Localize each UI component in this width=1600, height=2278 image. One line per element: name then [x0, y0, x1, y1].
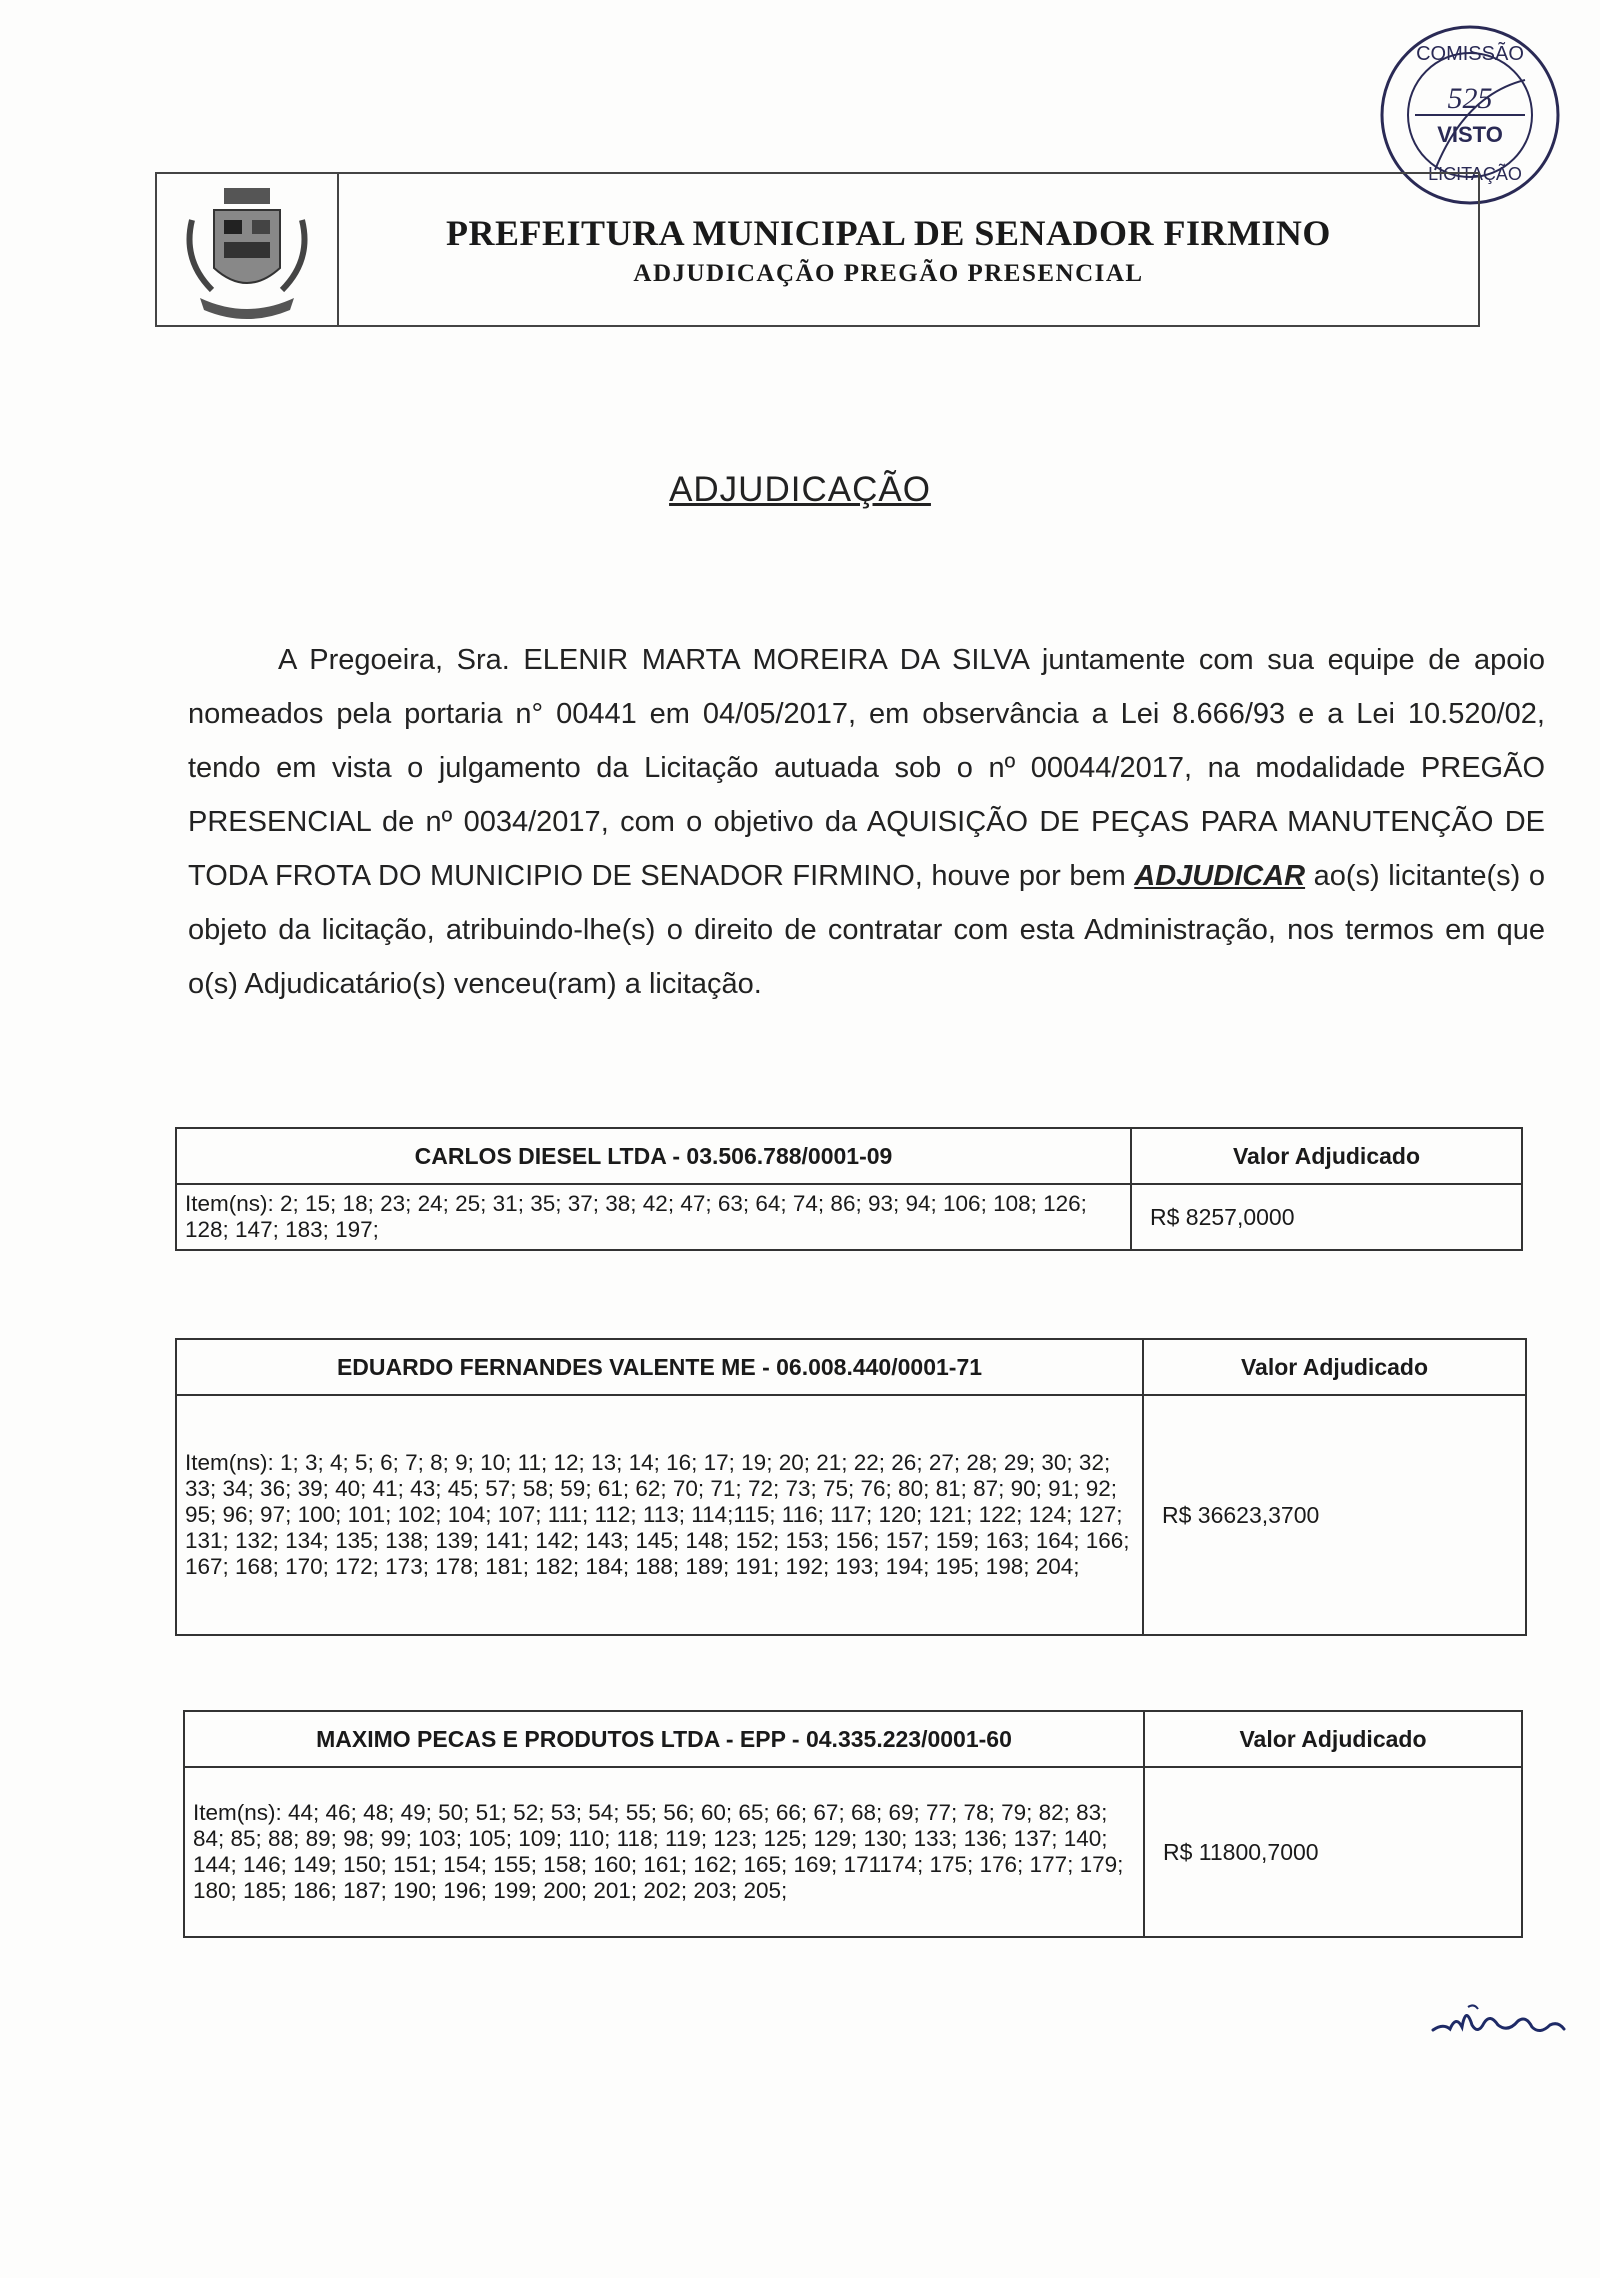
award-table-3 [183, 1710, 1523, 1938]
document-type-subtitle: ADJUDICAÇÃO PREGÃO PRESENCIAL [633, 259, 1144, 287]
paragraph-lead: A Pregoeira, Sra. ELENIR MARTA MOREIRA DA SILVA juntamente com sua equipe de apoio nomeados pela portaria n° 00441 em 04/05/2017, em observância a Lei 8.666/93 e a Lei 10.520/02, tendo em vista o julgamento da Licitação autuada sob o nº 00044/2017, na modalidade PREGÃO PRESENCIAL de nº 0034/2017, com o objetivo da AQUISIÇÃO DE PEÇAS PARA MANUTENÇÃO DE TODA FROTA DO MUNICIPIO DE SENADOR FIRMINO, houve por bem [188, 644, 1545, 892]
adjudicar-emphasis: ADJUDICAR [1134, 860, 1306, 892]
municipal-crest-icon [172, 180, 322, 320]
municipality-title: PREFEITURA MUNICIPAL DE SENADOR FIRMINO [446, 212, 1331, 253]
svg-text:VISTO: VISTO [1437, 122, 1503, 147]
item-list: Item(ns): 1; 3; 4; 5; 6; 7; 8; 9; 10; 11; 12; 13; 14; 16; 17; 19; 20; 21; 22; 26; 27; 28; 29; 30; 32; 33; 34; 36; 39; 40; 41; 43; 45; 57; 58; 59; 61; 62; 70; 71; 72; 73; 75; 76; 80; 81; 87; 90; 91; 92; 95; 96; 97; 100; 101; 102; 104; 107; 111; 112; 113; 114;115; 116; 117; 120; 121; 122; 124; 127; 131; 132; 134; 135; 138; 139; 141; 142; 143; 145; 148; 152; 153; 156; 157; 159; 163; 164; 166; 167; 168; 170; 172; 173; 178; 181; 182; 184; 188; 189; 191; 192; 193; 194; 195; 198; 204; [176, 1395, 1143, 1635]
awarded-value: R$ 36623,3700 [1143, 1395, 1526, 1635]
adjudication-paragraph [188, 633, 1545, 1011]
item-list: Item(ns): 2; 15; 18; 23; 24; 25; 31; 35; 37; 38; 42; 47; 63; 64; 74; 86; 93; 94; 106; 108; 126; 128; 147; 183; 197; [176, 1184, 1131, 1250]
company-name: EDUARDO FERNANDES VALENTE ME - 06.008.440/0001-71 [176, 1339, 1143, 1395]
company-name: CARLOS DIESEL LTDA - 03.506.788/0001-09 [176, 1128, 1131, 1184]
page-title: ADJUDICAÇÃO [669, 470, 931, 509]
item-list: Item(ns): 44; 46; 48; 49; 50; 51; 52; 53; 54; 55; 56; 60; 65; 66; 67; 68; 69; 77; 78; 79; 82; 83; 84; 85; 88; 89; 98; 99; 103; 105; 109; 110; 118; 119; 123; 125; 129; 130; 133; 136; 137; 140; 144; 146; 149; 150; 151; 154; 155; 158; 160; 161; 162; 165; 169; 171174; 175; 176; 177; 179; 180; 185; 186; 187; 190; 196; 199; 200; 201; 202; 203; 205; [184, 1767, 1144, 1937]
awarded-value: R$ 8257,0000 [1131, 1184, 1522, 1250]
award-table-2 [175, 1338, 1527, 1636]
value-header: Valor Adjudicado [1143, 1339, 1526, 1395]
company-name: MAXIMO PECAS E PRODUTOS LTDA - EPP - 04.335.223/0001-60 [184, 1711, 1144, 1767]
awarded-value: R$ 11800,7000 [1144, 1767, 1522, 1937]
award-table-1 [175, 1127, 1523, 1251]
handwritten-initials [1428, 1995, 1568, 2045]
value-header: Valor Adjudicado [1131, 1128, 1522, 1184]
paragraph-tail: ao(s) licitante(s) o objeto da licitação, atribuindo-lhe(s) o direito de contratar com esta Administração, nos termos em que o(s) Adjudicatário(s) venceu(ram) a licitação. [188, 860, 1545, 1000]
document-header [155, 172, 1480, 327]
header-titles [339, 174, 1478, 325]
crest-cell [157, 174, 339, 325]
value-header: Valor Adjudicado [1144, 1711, 1522, 1767]
svg-text:COMISSÃO: COMISSÃO [1416, 43, 1524, 65]
svg-text:LICITAÇÃO: LICITAÇÃO [1428, 164, 1522, 184]
svg-text:525: 525 [1447, 82, 1493, 115]
